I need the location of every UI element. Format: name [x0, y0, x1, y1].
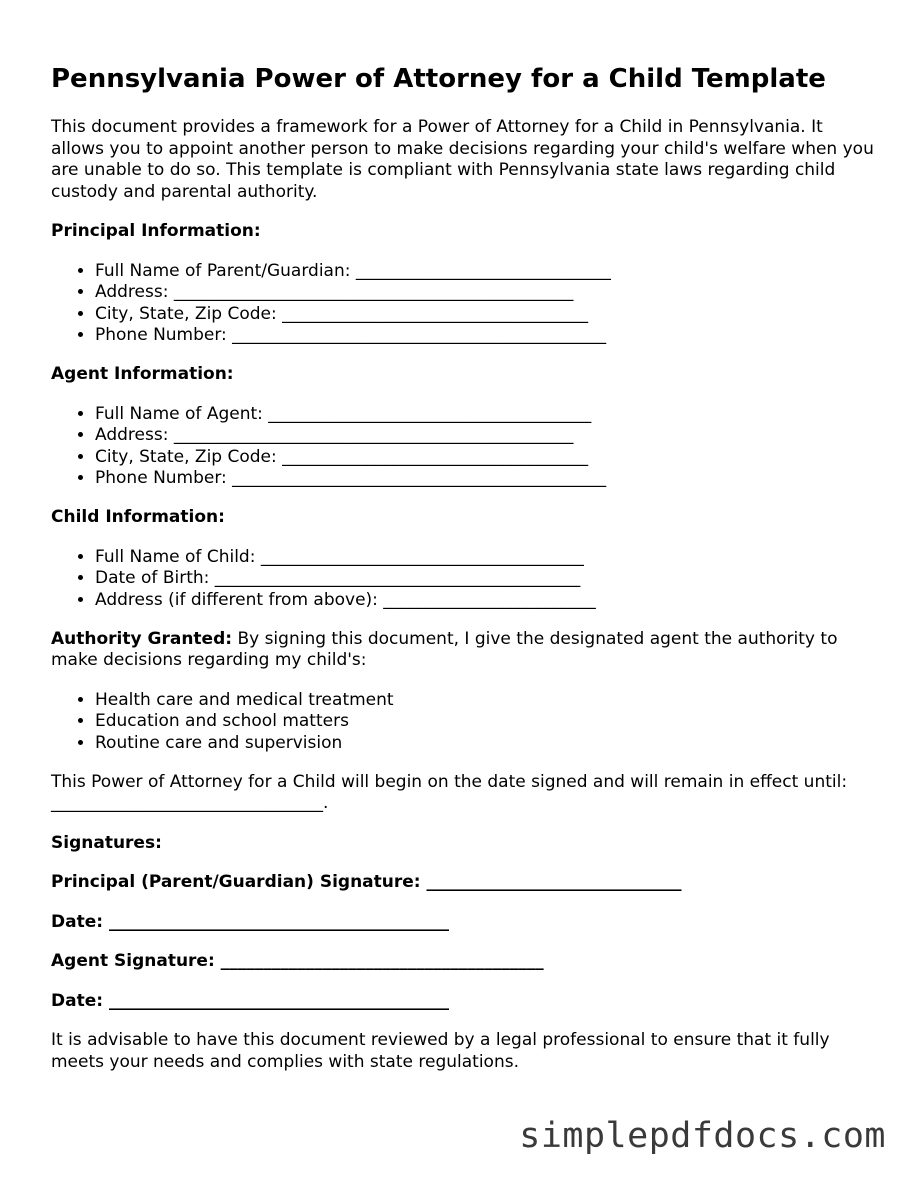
agent-date-line: Date: ________________________________________: [51, 990, 449, 1011]
duration-paragraph: This Power of Attorney for a Child will begin on the date signed and will remain in effect until: ________________________________.: [51, 771, 848, 813]
intro-paragraph: This document provides a framework for a Power of Attorney for a Child in Pennsylvania. It allows you to appoint another person to make decisions regarding your child's welfare when you are unable to do so. This template is compliant with Pennsylvania state laws regarding child custody and parental authority.: [51, 117, 874, 202]
child-list: [51, 547, 881, 612]
principal-phone-field: • Phone Number: ____________________________________________: [95, 325, 881, 347]
agent-heading: Agent Information:: [51, 364, 234, 384]
agent-signature-line: Agent Signature: ______________________________________: [51, 951, 544, 971]
authority-list: [51, 690, 881, 755]
child-name-field: • Full Name of Child: ______________________________________: [95, 547, 881, 569]
agent-address-field: • Address: _______________________________________________: [95, 425, 881, 447]
principal-city-field: • City, State, Zip Code: ____________________________________: [95, 304, 881, 326]
principal-address-field: • Address: _______________________________________________: [95, 282, 881, 304]
authority-label: Authority Granted:: [51, 628, 233, 649]
authority-item: • Health care and medical treatment: [95, 690, 881, 712]
principal-list: [51, 261, 881, 347]
child-dob-field: • Date of Birth: ___________________________________________: [95, 568, 881, 590]
agent-list: [51, 404, 881, 490]
agent-city-field: • City, State, Zip Code: ____________________________________: [95, 447, 881, 469]
agent-phone-field: • Phone Number: ____________________________________________: [95, 468, 881, 490]
principal-date-line: Date: ________________________________________: [51, 911, 449, 932]
document-page: [51, 60, 881, 1073]
authority-item: • Education and school matters: [95, 711, 881, 733]
child-heading: Child Information:: [51, 507, 225, 527]
child-address-field: • Address (if different from above): _________________________: [95, 590, 881, 612]
agent-name-field: • Full Name of Agent: ______________________________________: [95, 404, 881, 426]
closing-paragraph: It is advisable to have this document reviewed by a legal professional to ensure that it fully meets your needs and complies with state regulations.: [51, 1030, 830, 1072]
authority-text: By signing this document, I give the designated agent the authority to make decisions regarding my child's:: [51, 628, 838, 670]
watermark-text: simplepdfdocs.com: [519, 1116, 886, 1156]
principal-signature-line: Principal (Parent/Guardian) Signature: ______________________________: [51, 872, 682, 892]
authority-paragraph: [51, 629, 881, 672]
document-title: Pennsylvania Power of Attorney for a Child Template: [51, 64, 826, 94]
signatures-heading: Signatures:: [51, 832, 162, 853]
authority-item: • Routine care and supervision: [95, 733, 881, 755]
principal-heading: Principal Information:: [51, 221, 261, 241]
principal-name-field: • Full Name of Parent/Guardian: ______________________________: [95, 261, 881, 283]
